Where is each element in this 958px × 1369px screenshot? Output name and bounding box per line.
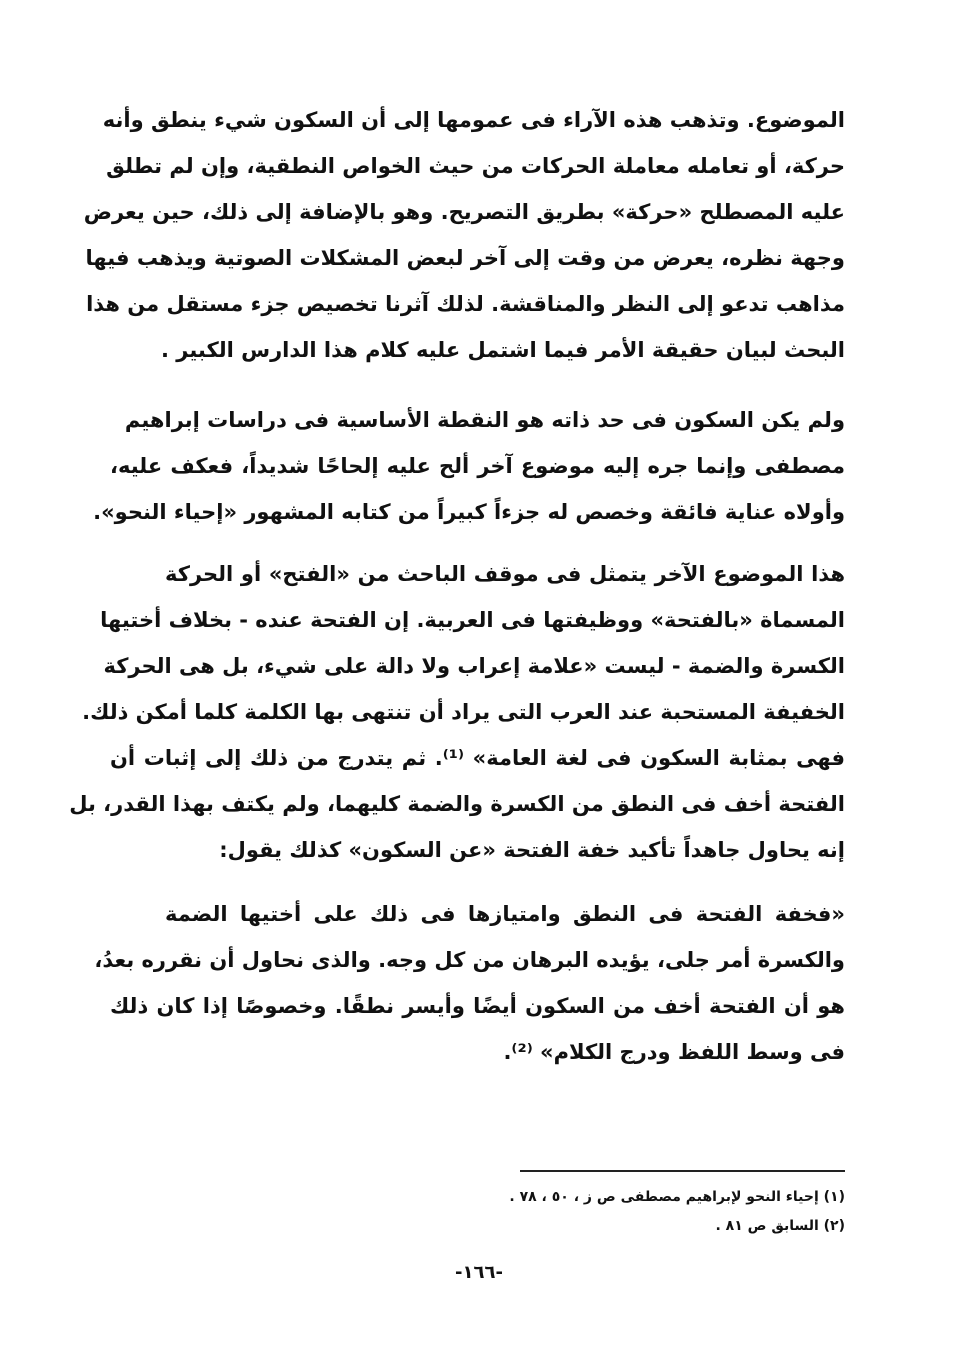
text-line: فهى بمثابة السكون فى لغة العامة» ⁽¹⁾. ثم يتدرج من ذلك إلى إثبات أن bbox=[110, 746, 845, 770]
text-line: حركة، أو تعامله معاملة الحركات من حيث الخواص النطقية، وإن لم تطلق bbox=[106, 154, 845, 178]
text-line: عليه المصطلح «حركة» بطريق التصريح. وهو بالإضافة إلى ذلك، حين يعرض bbox=[83, 200, 845, 224]
text-line: الفتحة أخف فى النطق من الكسرة والضمة كليهما، ولم يكتف بهذا القدر، بل bbox=[69, 792, 845, 816]
text-line: البحث لبيان حقيقة الأمر فيما اشتمل عليه كلام هذا الدارس الكبير . bbox=[160, 338, 845, 362]
text-line: هو أن الفتحة أخف من السكون أيضًا وأيسر نطقًا. وخصوصًا إذا كان ذلك bbox=[110, 994, 845, 1018]
text-line: الكسرة والضمة - ليست «علامة إعراب ولا دالة على شيء، بل هى الحركة bbox=[103, 654, 845, 678]
text-line: الخفيفة المستحبة عند العرب التى يراد أن تنتهى بها الكلمة كلما أمكن ذلك. bbox=[82, 700, 845, 724]
page-number: -١٦٦- bbox=[455, 1262, 503, 1283]
text-line: المسماة «بالفتحة» ووظيفتها فى العربية. إن الفتحة عنده - بخلاف أختيها bbox=[100, 608, 845, 632]
text-line: إنه يحاول جاهداً تأكيد خفة الفتحة «عن السكون» كذلك يقول: bbox=[219, 838, 845, 862]
text-line: الموضوع. وتذهب هذه الآراء فى عمومها إلى أن السكون شيء ينطق وأنه bbox=[102, 108, 845, 132]
text-line: ولم يكن السكون فى حد ذاته هو النقطة الأساسية فى دراسات إبراهيم bbox=[124, 408, 845, 432]
text-line: «فخفة الفتحة فى النطق وامتيازها فى ذلك على أختيها الضمة bbox=[165, 902, 845, 926]
footnote: (٢) السابق ص ٨١ . bbox=[715, 1218, 845, 1234]
text-line: مذاهب تدعو إلى النظر والمناقشة. لذلك آثرنا تخصيص جزء مستقل من هذا bbox=[86, 292, 845, 316]
footnote-divider bbox=[520, 1170, 845, 1172]
text-line: مصطفى وإنما جره إليه موضوع آخر ألح عليه إلحاحًا شديداً، فعكف عليه، bbox=[110, 454, 845, 478]
text-line: هذا الموضوع الآخر يتمثل فى موقف الباحث من «الفتح» أو الحركة bbox=[165, 562, 845, 586]
text-line: وأولاه عناية فائقة وخصص له جزءاً كبيراً من كتابه المشهور «إحياء النحو». bbox=[93, 500, 845, 524]
text-line: والكسرة أمر جلى، يؤيده البرهان من كل وجه. والذى نحاول أن نقرره بعدُ، bbox=[94, 948, 845, 972]
text-line: وجهة نظره، يعرض من وقت إلى آخر لبعض المشكلات الصوتية ويذهب فيها bbox=[85, 246, 845, 270]
footnote: (١) إحياء النحو لإبراهيم مصطفى ص ز ، ٥٠ ، ٧٨ . bbox=[509, 1189, 845, 1205]
text-line: فى وسط اللفظ ودرج الكلام» ⁽²⁾. bbox=[503, 1040, 845, 1064]
